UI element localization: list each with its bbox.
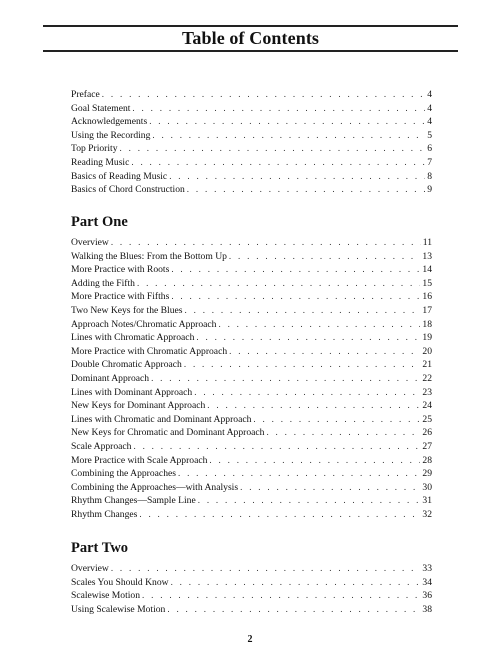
dot-leader bbox=[171, 263, 420, 277]
dot-leader bbox=[142, 589, 420, 603]
dot-leader bbox=[151, 372, 420, 386]
dot-leader bbox=[185, 304, 421, 318]
toc-entry[interactable]: Approach Notes/Chromatic Approach . . . 18 bbox=[71, 318, 432, 332]
dot-leader bbox=[111, 236, 421, 250]
toc-entry[interactable]: Double Chromatic Approach . . . 21 bbox=[71, 358, 432, 372]
toc-entry[interactable]: Lines with Chromatic and Dominant Approach . . . 25 bbox=[71, 413, 432, 427]
dot-leader bbox=[139, 508, 420, 522]
title-bar bbox=[43, 25, 458, 52]
toc-entry[interactable]: Acknowledgements . . . 4 bbox=[71, 115, 432, 129]
toc-entry[interactable]: Top Priority . . . 6 bbox=[71, 142, 432, 156]
toc-entry[interactable]: Rhythm Changes—Sample Line . . . 31 bbox=[71, 494, 432, 508]
dot-leader bbox=[171, 290, 420, 304]
toc-front-matter bbox=[71, 88, 432, 197]
page-title: Table of Contents bbox=[181, 28, 320, 48]
page-number: 2 bbox=[247, 634, 253, 645]
toc-entry[interactable]: More Practice with Scale Approach . . . 28 bbox=[71, 454, 432, 468]
toc-entry[interactable]: More Practice with Roots . . . 14 bbox=[71, 263, 432, 277]
dot-leader bbox=[196, 331, 420, 345]
section-heading: Part One bbox=[71, 214, 128, 230]
dot-leader bbox=[120, 142, 426, 156]
toc-entry[interactable]: Scalewise Motion . . . 36 bbox=[71, 589, 432, 603]
toc-entry[interactable]: Adding the Fifth . . . 15 bbox=[71, 277, 432, 291]
dot-leader bbox=[167, 603, 420, 617]
toc-entry[interactable]: Basics of Chord Construction . . . 9 bbox=[71, 183, 432, 197]
dot-leader bbox=[131, 156, 425, 170]
section-heading: Part Two bbox=[71, 540, 129, 556]
dot-leader bbox=[209, 454, 420, 468]
toc-part-one bbox=[71, 214, 432, 521]
dot-leader bbox=[171, 576, 421, 590]
toc-entry[interactable]: Reading Music . . . 7 bbox=[71, 156, 432, 170]
toc-entry[interactable]: Goal Statement . . . 4 bbox=[71, 102, 432, 116]
toc-list bbox=[71, 562, 432, 616]
dot-leader bbox=[178, 467, 420, 481]
toc-entry[interactable]: Dominant Approach . . . 22 bbox=[71, 372, 432, 386]
dot-leader bbox=[132, 102, 425, 116]
dot-leader bbox=[152, 129, 425, 143]
toc-entry[interactable]: More Practice with Fifths . . . 16 bbox=[71, 290, 432, 304]
dot-leader bbox=[266, 426, 420, 440]
toc-entry[interactable]: New Keys for Dominant Approach . . . 24 bbox=[71, 399, 432, 413]
toc-entry[interactable]: Two New Keys for the Blues . . . 17 bbox=[71, 304, 432, 318]
toc-entry[interactable]: Overview . . . 33 bbox=[71, 562, 432, 576]
dot-leader bbox=[102, 88, 425, 102]
dot-leader bbox=[253, 413, 420, 427]
dot-leader bbox=[133, 440, 420, 454]
toc-entry[interactable]: Combining the Approaches . . . 29 bbox=[71, 467, 432, 481]
dot-leader bbox=[240, 481, 420, 495]
toc-entry[interactable]: Using the Recording . . . 5 bbox=[71, 129, 432, 143]
toc-entry[interactable]: Scale Approach . . . 27 bbox=[71, 440, 432, 454]
dot-leader bbox=[229, 345, 420, 359]
toc-entry[interactable]: Rhythm Changes . . . 32 bbox=[71, 508, 432, 522]
dot-leader bbox=[207, 399, 420, 413]
toc-entry[interactable]: Basics of Reading Music . . . 8 bbox=[71, 170, 432, 184]
toc-entry[interactable]: Overview . . . 11 bbox=[71, 236, 432, 250]
toc-entry[interactable]: Lines with Dominant Approach . . . 23 bbox=[71, 386, 432, 400]
toc-entry[interactable]: Scales You Should Know . . . 34 bbox=[71, 576, 432, 590]
toc-list bbox=[71, 236, 432, 521]
dot-leader bbox=[169, 170, 425, 184]
toc-entry[interactable]: Preface . . . 4 bbox=[71, 88, 432, 102]
dot-leader bbox=[187, 183, 425, 197]
toc-entry[interactable]: New Keys for Chromatic and Dominant Approach . . . 26 bbox=[71, 426, 432, 440]
toc-list bbox=[71, 88, 432, 197]
dot-leader bbox=[111, 562, 421, 576]
dot-leader bbox=[149, 115, 425, 129]
dot-leader bbox=[137, 277, 420, 291]
toc-entry[interactable]: Combining the Approaches—with Analysis . . . 30 bbox=[71, 481, 432, 495]
dot-leader bbox=[198, 494, 421, 508]
dot-leader bbox=[229, 250, 420, 264]
dot-leader bbox=[194, 386, 420, 400]
dot-leader bbox=[184, 358, 421, 372]
dot-leader bbox=[218, 318, 420, 332]
toc-entry[interactable]: Using Scalewise Motion . . . 38 bbox=[71, 603, 432, 617]
toc-entry[interactable]: Walking the Blues: From the Bottom Up . . . 13 bbox=[71, 250, 432, 264]
toc-entry[interactable]: More Practice with Chromatic Approach . . . 20 bbox=[71, 345, 432, 359]
toc-entry[interactable]: Lines with Chromatic Approach . . . 19 bbox=[71, 331, 432, 345]
toc-part-two bbox=[71, 540, 432, 616]
